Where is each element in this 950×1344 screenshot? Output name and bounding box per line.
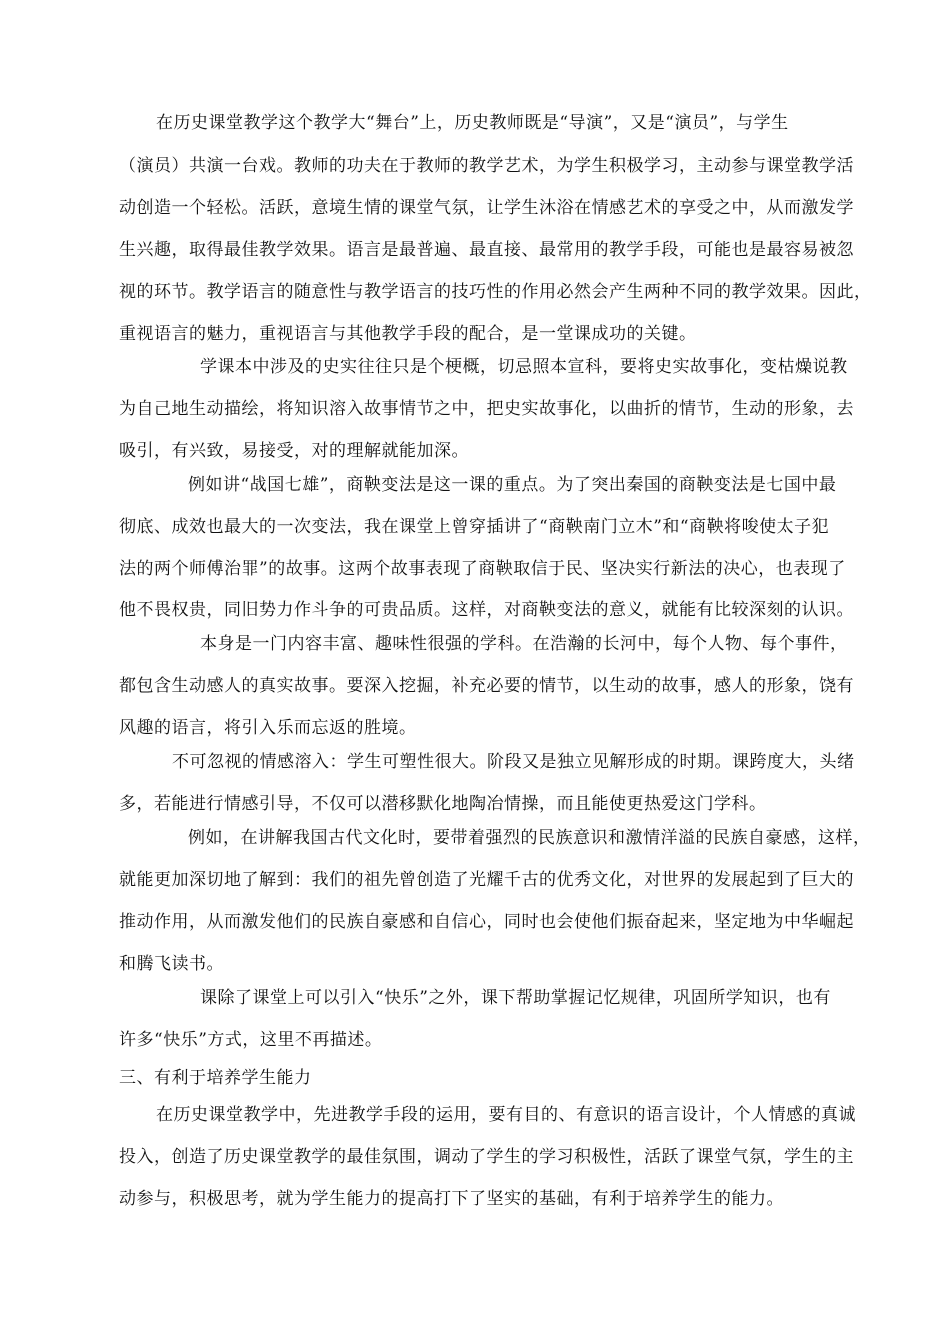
paragraph-line: 重视语言的魅力，重视语言与其他教学手段的配合，是一堂课成功的关键。 — [119, 324, 697, 344]
paragraph-line: 吸引，有兴致，易接受，对的理解就能加深。 — [119, 441, 469, 461]
paragraph-line: 他不畏权贵，同旧势力作斗争的可贵品质。这样，对商鞅变法的意义，就能有比较深刻的认识。 — [119, 600, 854, 620]
paragraph-line: 风趣的语言，将引入乐而忘返的胜境。 — [119, 718, 417, 738]
paragraph-line: 本身是一门内容丰富、趣味性很强的学科。在浩瀚的长河中，每个人物、每个事件， — [200, 634, 848, 654]
section-heading: 三、有利于培养学生能力 — [119, 1068, 312, 1088]
paragraph-line: 和腾飞读书。 — [119, 954, 224, 974]
paragraph-line: 推动作用，从而激发他们的民族自豪感和自信心，同时也会使他们振奋起来，坚定地为中华崛起 — [119, 912, 854, 932]
paragraph-line: 动参与，积极思考，就为学生能力的提高打下了坚实的基础，有利于培养学生的能力。 — [119, 1189, 784, 1209]
paragraph-line: 许多“快乐”方式，这里不再描述。 — [119, 1030, 383, 1050]
paragraph-line: 课除了课堂上可以引入“快乐”之外，课下帮助掌握记忆规律，巩固所学知识，也有 — [200, 988, 831, 1008]
paragraph-line: 法的两个师傅治罪”的故事。这两个故事表现了商鞅取信于民、坚决实行新法的决心，也表现了 — [119, 559, 846, 579]
paragraph-line: 不可忽视的情感溶入：学生可塑性很大。阶段又是独立见解形成的时期。课跨度大，头绪 — [172, 752, 855, 772]
paragraph-line: 都包含生动感人的真实故事。要深入挖掘，补充必要的情节，以生动的故事，感人的形象，饶有 — [119, 676, 854, 696]
paragraph-line: （演员）共演一台戏。教师的功夫在于教师的教学艺术，为学生积极学习，主动参与课堂教学活 — [119, 156, 854, 176]
paragraph-line: 在历史课堂教学这个教学大“舞台”上，历史教师既是“导演”，又是“演员”，与学生 — [156, 113, 789, 133]
paragraph-line: 为自己地生动描绘，将知识溶入故事情节之中，把史实故事化，以曲折的情节，生动的形象，去 — [119, 399, 854, 419]
paragraph-line: 彻底、成效也最大的一次变法，我在课堂上曾穿插讲了“商鞅南门立木”和“商鞅将唆使太子犯 — [119, 517, 830, 537]
paragraph-line: 例如讲“战国七雄”，商鞅变法是这一课的重点。为了突出秦国的商鞅变法是七国中最 — [188, 475, 837, 495]
paragraph-line: 多，若能进行情感引导，不仅可以潜移默化地陶冶情操，而且能使更热爱这门学科。 — [119, 794, 767, 814]
paragraph-line: 学课本中涉及的史实往往只是个梗概，切忌照本宣科，要将史实故事化，变枯燥说教 — [200, 357, 848, 377]
paragraph-line: 例如，在讲解我国古代文化时，要带着强烈的民族意识和激情洋溢的民族自豪感，这样， — [188, 828, 871, 848]
paragraph-line: 投入，创造了历史课堂教学的最佳氛围，调动了学生的学习积极性，活跃了课堂气氛，学生的主 — [119, 1147, 854, 1167]
paragraph-line: 生兴趣，取得最佳教学效果。语言是最普遍、最直接、最常用的教学手段，可能也是最容易被忽 — [119, 240, 854, 260]
paragraph-line: 视的环节。教学语言的随意性与教学语言的技巧性的作用必然会产生两种不同的教学效果。因此， — [119, 282, 872, 302]
paragraph-line: 动创造一个轻松。活跃，意境生情的课堂气氛，让学生沐浴在情感艺术的享受之中，从而激发学 — [119, 198, 854, 218]
paragraph-line: 在历史课堂教学中，先进教学手段的运用，要有目的、有意识的语言设计，个人情感的真诚 — [156, 1105, 856, 1125]
paragraph-line: 就能更加深切地了解到：我们的祖先曾创造了光耀千古的优秀文化，对世界的发展起到了巨大的 — [119, 870, 854, 890]
